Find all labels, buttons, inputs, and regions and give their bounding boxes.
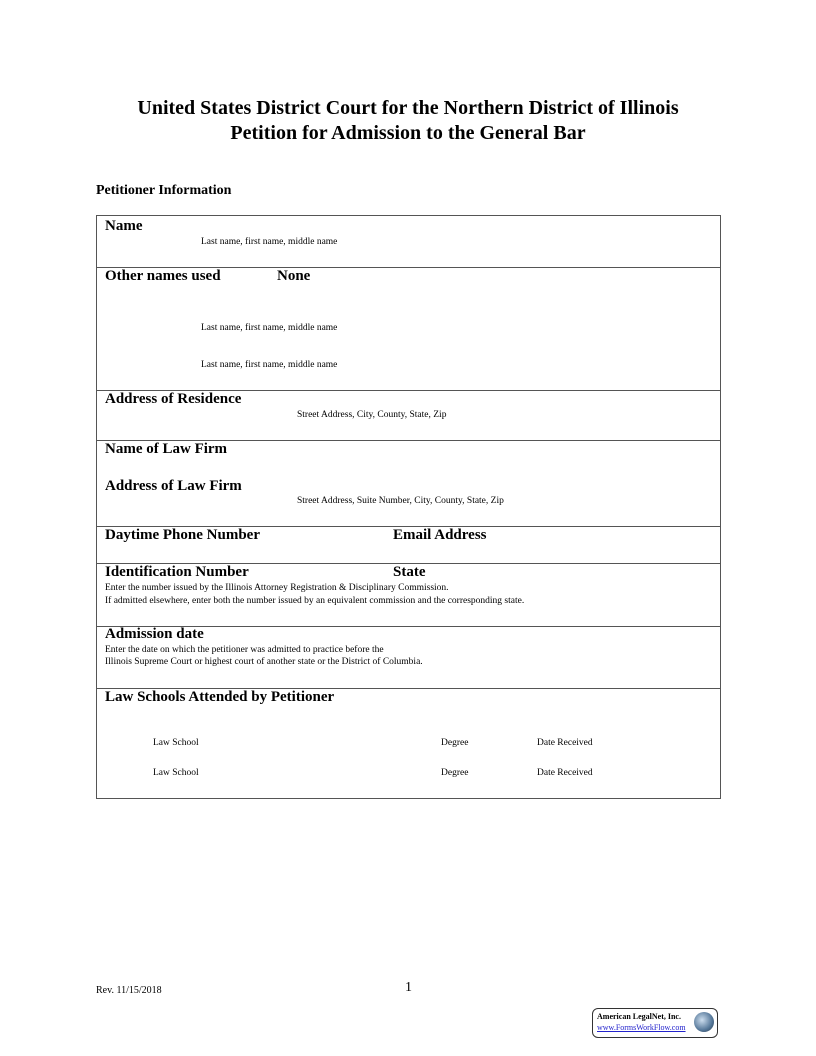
phone-label: Daytime Phone Number [105,527,260,543]
admission-hint-1: Enter the date on which the petitioner was admitted to practice before the [105,645,384,655]
other-names-hint-1: Last name, first name, middle name [201,323,338,333]
law-school-2: Law School [153,768,199,778]
id-hint-2: If admitted elsewhere, enter both the number issued by an equivalent commission and the corresponding state. [105,596,525,606]
name-hint: Last name, first name, middle name [201,237,338,247]
other-names-none[interactable]: None [277,268,311,284]
law-firm-address-label: Address of Law Firm [105,478,242,494]
id-number-label: Identification Number [105,564,249,580]
id-hint-1: Enter the number issued by the Illinois Attorney Registration & Disciplinary Commission. [105,583,449,593]
name-label: Name [105,218,143,234]
american-legalnet-logo[interactable] [592,1008,718,1038]
date-received-2: Date Received [537,768,593,778]
law-firm-address-hint: Street Address, Suite Number, City, County, State, Zip [297,496,504,506]
logo-link[interactable]: www.FormsWorkFlow.com [597,1023,686,1032]
email-label: Email Address [393,527,487,543]
admission-label: Admission date [105,626,204,642]
revision-date: Rev. 11/15/2018 [96,985,162,996]
globe-icon [694,1012,714,1032]
date-received-1: Date Received [537,738,593,748]
other-names-hint-2: Last name, first name, middle name [201,360,338,370]
residence-hint: Street Address, City, County, State, Zip [297,410,447,420]
law-schools-label: Law Schools Attended by Petitioner [105,689,335,705]
law-school-1: Law School [153,738,199,748]
residence-label: Address of Residence [105,391,242,407]
state-label: State [393,564,426,580]
other-names-label: Other names used [105,268,221,284]
petitioner-form [96,215,721,799]
law-firm-label: Name of Law Firm [105,441,228,457]
logo-company: American LegalNet, Inc. [597,1012,681,1021]
section-title: Petitioner Information [96,183,232,198]
degree-2: Degree [441,768,469,778]
degree-1: Degree [441,738,469,748]
title-line-2: Petition for Admission to the General Bar [230,122,586,144]
admission-hint-2: Illinois Supreme Court or highest court of another state or the District of Columbia. [105,657,423,667]
title-line-1: United States District Court for the Northern District of Illinois [137,97,679,119]
page-number: 1 [405,980,412,995]
